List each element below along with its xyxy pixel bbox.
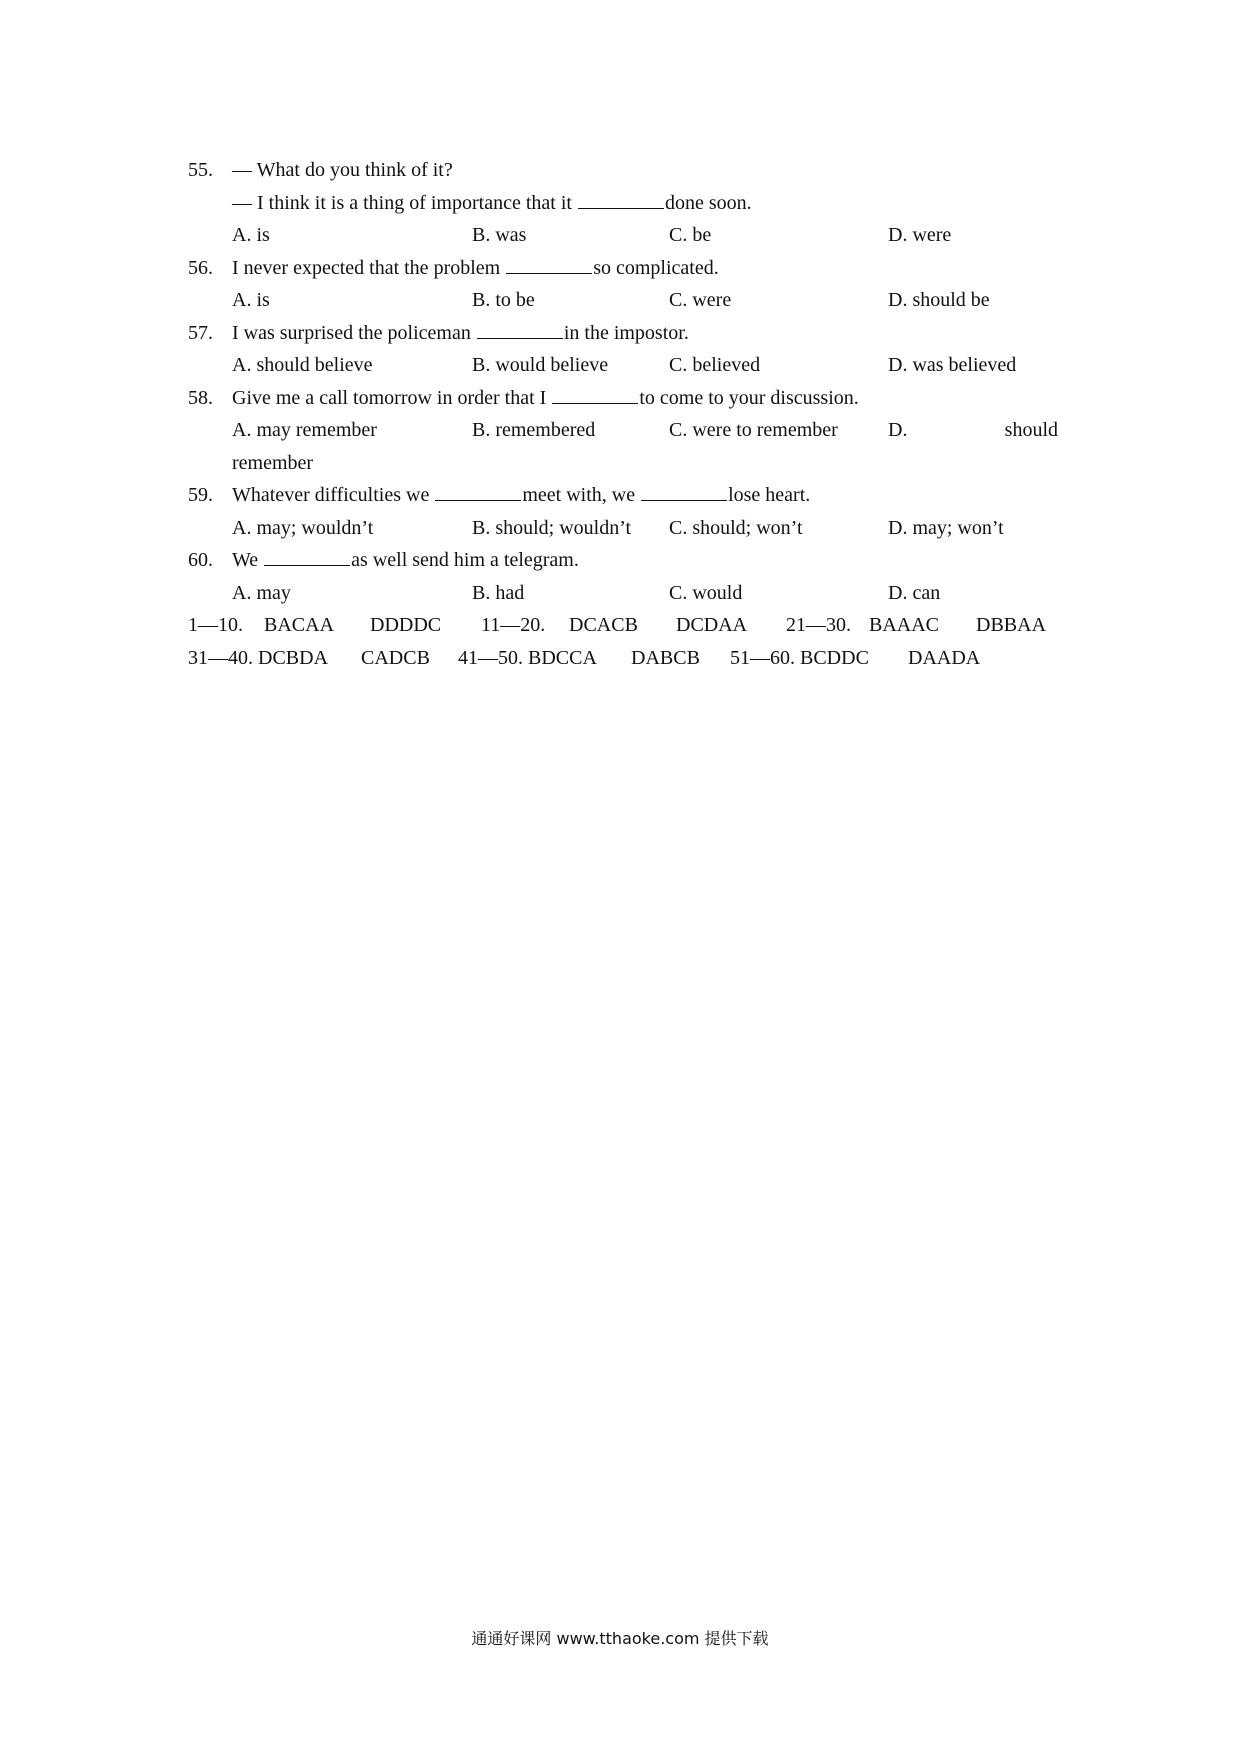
question-57 <box>188 317 1058 350</box>
answer-group: 31—40. DCBDA <box>188 646 329 669</box>
option-d: D. can <box>888 581 941 604</box>
footer-note: 通通好课网 www.tthaoke.com 提供下载 <box>471 1629 769 1648</box>
option-a: A. may; wouldn’t <box>232 516 374 539</box>
answer-range: 11—20. <box>481 614 546 636</box>
question-text-before: I never expected that the problem <box>232 256 506 279</box>
option-b: B. had <box>472 581 525 604</box>
question-text <box>232 252 719 285</box>
answer-blank <box>264 547 350 566</box>
options-58 <box>188 414 1058 447</box>
answer-group: BACAA <box>264 614 335 636</box>
question-text-after: so complicated. <box>593 256 719 279</box>
option-b: B. would believe <box>472 354 609 376</box>
answer-range: 21—30. <box>786 614 851 636</box>
option-c: C. were to remember <box>669 419 838 441</box>
option-c: C. believed <box>669 354 761 376</box>
option-a: A. is <box>232 224 270 246</box>
answer-group: 41—50. BDCCA <box>458 646 597 669</box>
answer-blank <box>506 255 592 274</box>
question-number: 58. <box>188 386 213 409</box>
question-56 <box>188 252 1058 285</box>
option-b: B. to be <box>472 289 535 311</box>
option-d: D. should be <box>888 289 990 311</box>
question-text <box>232 479 810 512</box>
option-a: A. may <box>232 581 291 604</box>
exam-content <box>188 154 1058 674</box>
question-55 <box>188 154 1058 187</box>
answer-group: DAADA <box>908 646 981 669</box>
question-59 <box>188 479 1058 512</box>
answer-blank <box>477 320 563 339</box>
answer-group: 51—60. BCDDC <box>730 646 869 669</box>
question-text-before: Whatever difficulties we <box>232 484 435 506</box>
option-a: A. should believe <box>232 354 373 376</box>
question-text <box>232 544 579 577</box>
question-text-before: We <box>232 549 264 571</box>
question-number: 55. <box>188 159 213 181</box>
answer-blank <box>578 190 664 209</box>
option-c: C. be <box>669 224 712 246</box>
option-b: B. remembered <box>472 419 596 441</box>
option-a: A. may remember <box>232 419 377 441</box>
answer-blank <box>435 482 521 501</box>
option-d: D. may; won’t <box>888 516 1004 539</box>
option-a: A. is <box>232 289 270 311</box>
question-text-middle: meet with, we <box>522 484 641 506</box>
question-text-after: as well send him a telegram. <box>351 549 579 571</box>
question-text: done soon. <box>664 191 752 214</box>
options-60 <box>188 577 1058 610</box>
options-57 <box>188 349 1058 382</box>
question-text-after: to come to your discussion. <box>639 386 859 409</box>
answer-group: DDDDC <box>370 614 442 636</box>
answer-group: CADCB <box>361 646 430 669</box>
option-d-continuation: remember <box>232 451 314 474</box>
answer-range: 1—10. <box>188 614 243 636</box>
option-b: B. was <box>472 224 527 246</box>
question-text: — What do you think of it? <box>232 159 453 181</box>
answer-blank <box>641 482 727 501</box>
question-55-line-2 <box>188 187 1058 220</box>
answer-group: DCACB <box>569 614 638 636</box>
options-59 <box>188 512 1058 545</box>
question-58 <box>188 382 1058 415</box>
question-text-before: Give me a call tomorrow in order that I <box>232 386 552 409</box>
answer-key-row-2 <box>188 642 1058 675</box>
options-55 <box>188 219 1058 252</box>
option-c: C. would <box>669 581 743 604</box>
option-b: B. should; wouldn’t <box>472 516 632 539</box>
question-60 <box>188 544 1058 577</box>
answer-group: BAAAC <box>869 614 940 636</box>
question-text-after: lose heart. <box>728 484 811 506</box>
question-text <box>232 382 859 415</box>
options-56 <box>188 284 1058 317</box>
answer-group: DCDAA <box>676 614 748 636</box>
answer-group: DBBAA <box>976 614 1047 636</box>
question-text-after: in the impostor. <box>563 321 689 344</box>
answer-blank <box>552 385 638 404</box>
option-d: D. were <box>888 224 952 246</box>
option-d: D. was believed <box>888 354 1017 376</box>
option-c: C. were <box>669 289 732 311</box>
question-text: — I think it is a thing of importance that it <box>232 191 577 214</box>
question-text <box>232 317 689 350</box>
answer-group: DABCB <box>631 646 700 669</box>
question-number: 57. <box>188 321 213 344</box>
option-d-text: should <box>1004 419 1058 441</box>
question-number: 60. <box>188 549 213 571</box>
option-c: C. should; won’t <box>669 516 803 539</box>
answer-key-row-1 <box>188 609 1058 642</box>
option-d-letter: D. <box>888 419 908 441</box>
question-text-before: I was surprised the policeman <box>232 321 476 344</box>
question-number: 56. <box>188 256 213 279</box>
question-number: 59. <box>188 484 213 506</box>
